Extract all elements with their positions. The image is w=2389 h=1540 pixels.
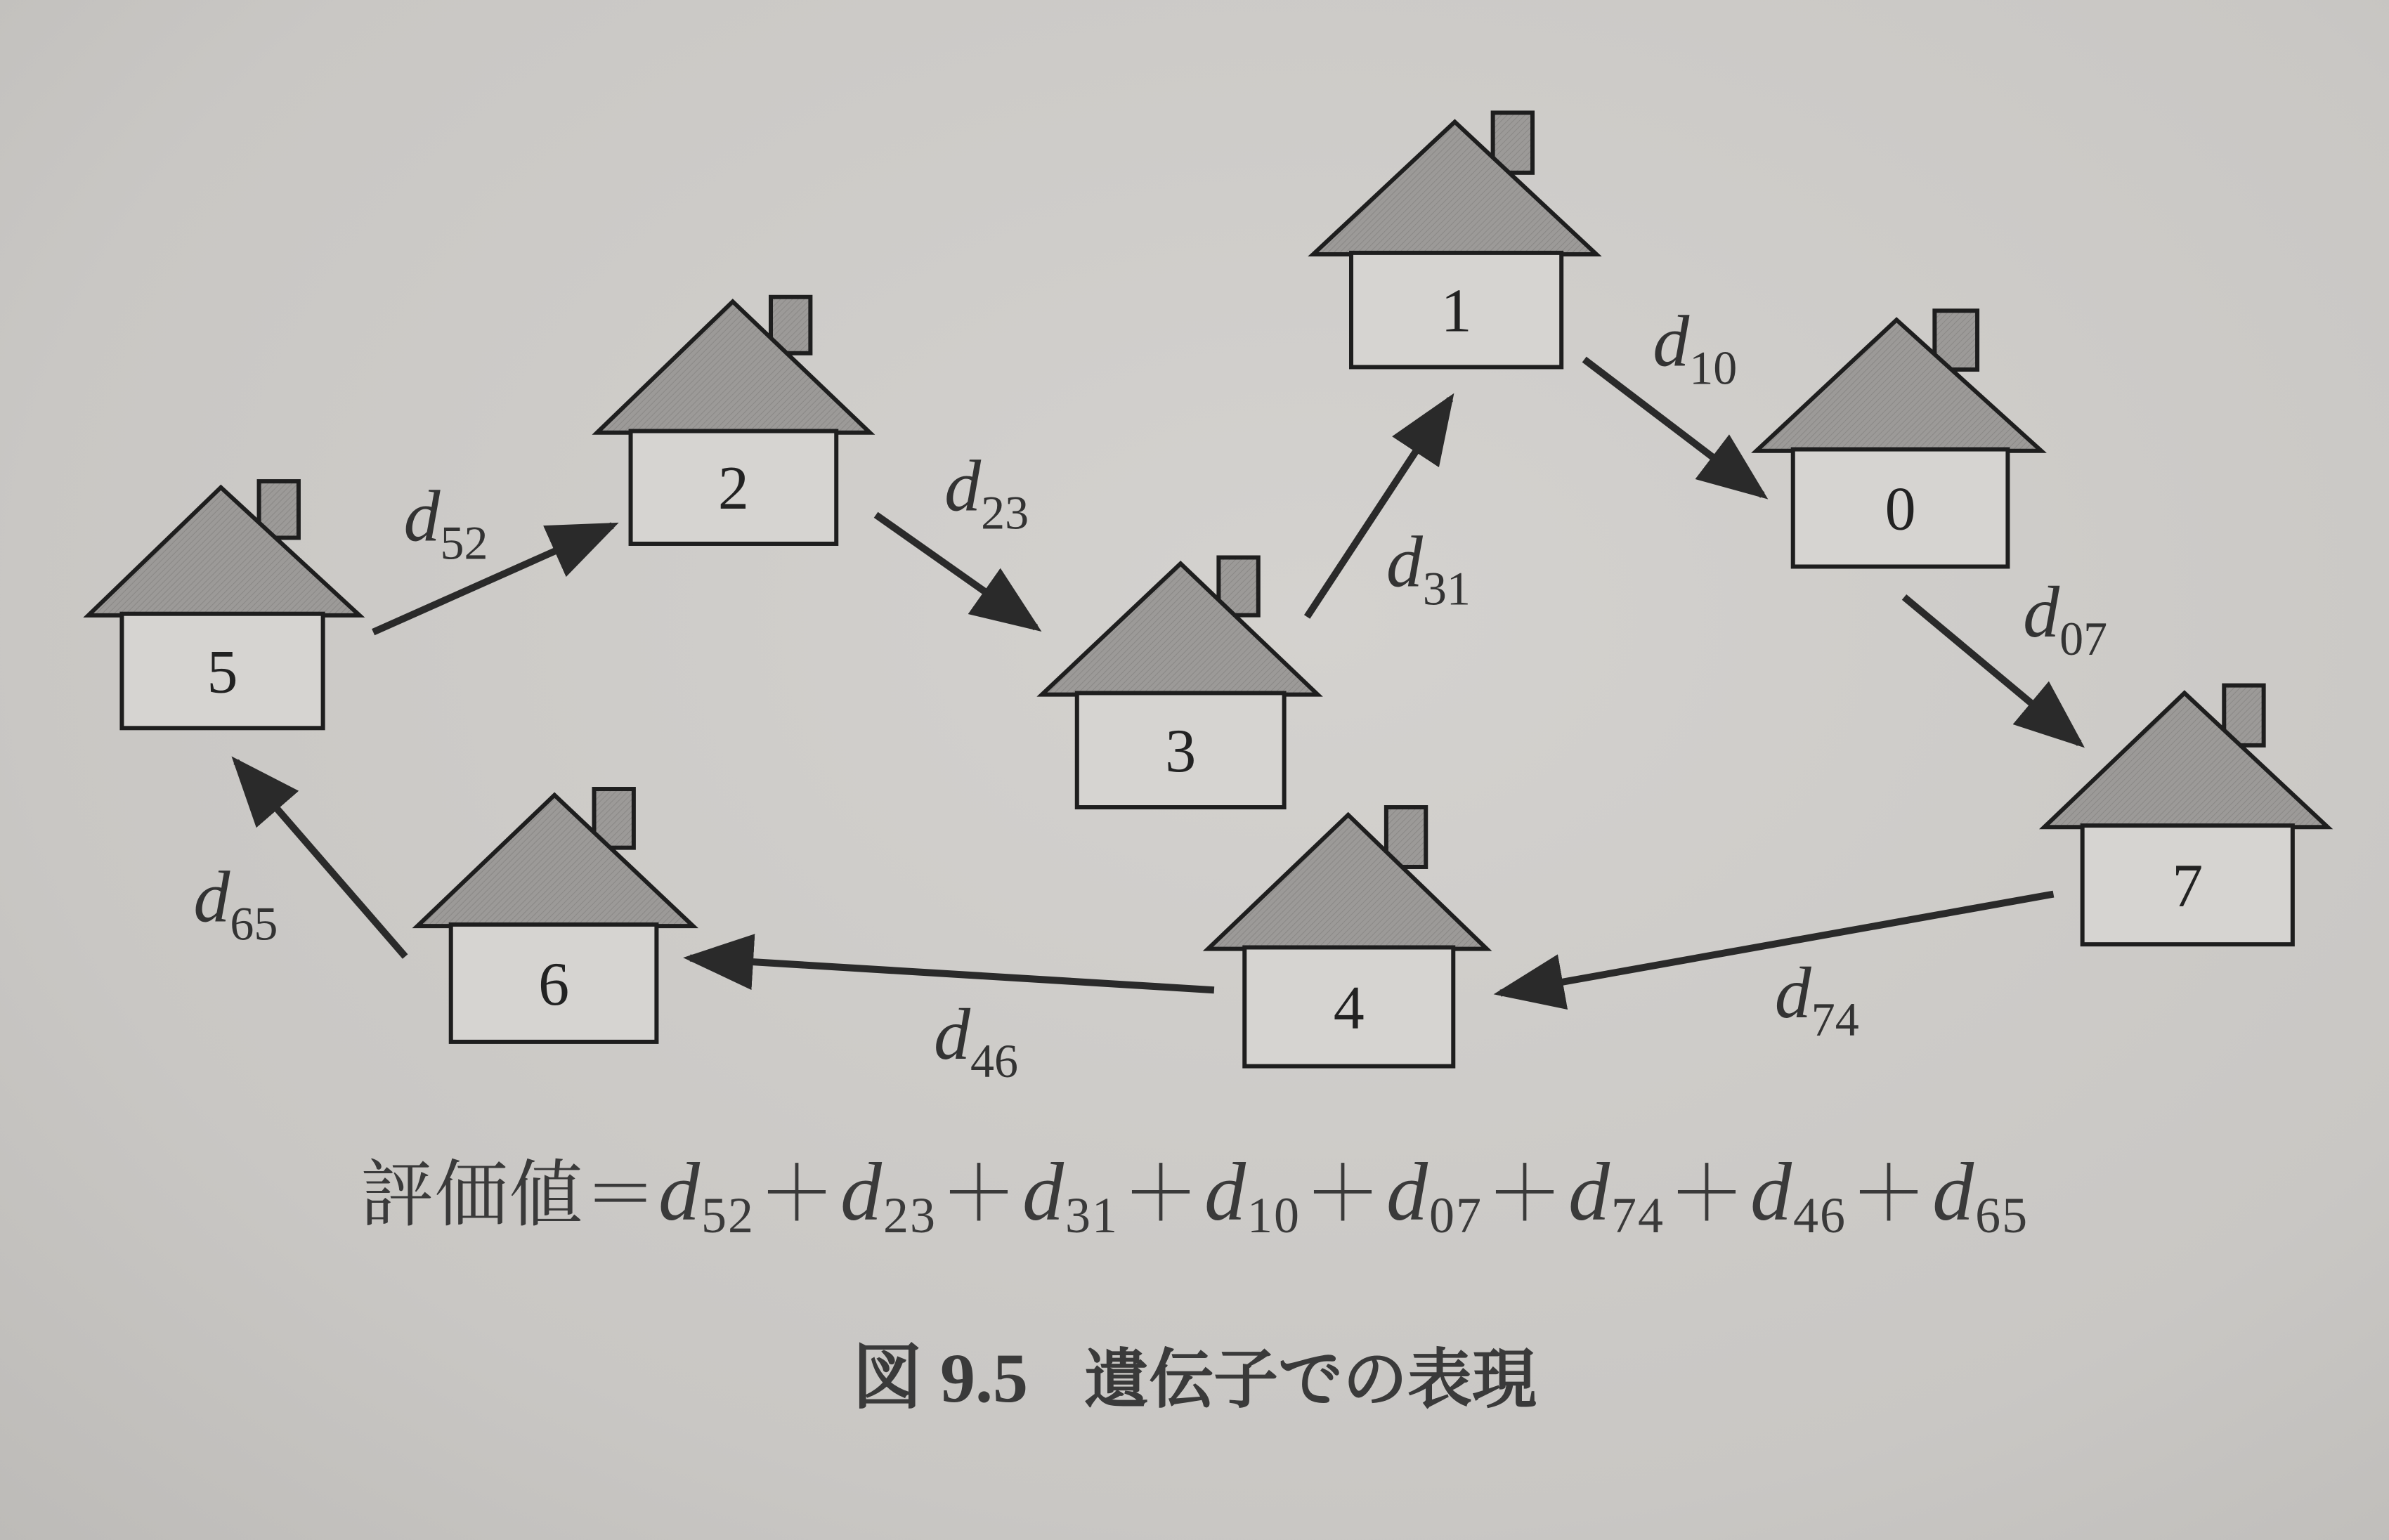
house-label: 0: [1884, 475, 1916, 544]
edge-label-d65: $d_{65}$: [193, 856, 278, 951]
formula-terms: [658, 1146, 2029, 1244]
edge-label-d52: $d_{52}$: [403, 476, 488, 570]
roof-icon: [417, 795, 693, 926]
formula-term-d10: $d_{10}$: [1204, 1146, 1301, 1244]
edge-label-d10: $d_{10}$: [1653, 301, 1738, 395]
house-6: [417, 789, 693, 1042]
formula-term-d46: $d_{46}$: [1750, 1146, 1847, 1244]
figure-title: 遺伝子での表現: [1083, 1342, 1537, 1417]
house-label: 4: [1333, 974, 1365, 1043]
roof-icon: [597, 301, 870, 432]
formula-plus: ＋: [1669, 1150, 1747, 1238]
roof-icon: [1313, 122, 1596, 254]
house-3: [1042, 557, 1317, 807]
house-5: [89, 481, 360, 728]
house-1: [1313, 112, 1596, 367]
house-label: 5: [207, 638, 238, 707]
formula-plus: ＋: [1851, 1150, 1929, 1238]
formula-plus: ＋: [1122, 1150, 1200, 1238]
edge-label-d23: $d_{23}$: [944, 445, 1029, 540]
house-7: [2044, 686, 2327, 945]
house-label: 1: [1440, 277, 1472, 346]
formula-term-d52: $d_{52}$: [658, 1146, 755, 1244]
formula-lhs: 評価値: [360, 1151, 584, 1237]
house-label: 3: [1165, 717, 1197, 786]
house-4: [1208, 807, 1487, 1066]
formula-term-d65: $d_{65}$: [1932, 1146, 2029, 1244]
edge-arrow-4-6: [690, 958, 1214, 991]
formula-term-d07: $d_{07}$: [1386, 1146, 1483, 1244]
house-2: [597, 297, 870, 544]
edge-label-d46: $d_{46}$: [933, 993, 1018, 1088]
roof-icon: [2044, 693, 2327, 827]
roof-icon: [1757, 320, 2041, 450]
formula-plus: ＋: [940, 1150, 1018, 1238]
formula-equals: ＝: [583, 1151, 658, 1237]
evaluation-formula: [0, 1133, 2389, 1245]
house-label: 2: [717, 455, 749, 523]
figure-caption: [0, 1321, 2389, 1422]
roof-icon: [1042, 563, 1317, 694]
edge-label-d07: $d_{07}$: [2023, 572, 2108, 666]
house-0: [1757, 311, 2041, 566]
formula-plus: ＋: [758, 1150, 836, 1238]
edge-label-d31: $d_{31}$: [1386, 521, 1471, 615]
formula-term-d74: $d_{74}$: [1568, 1146, 1665, 1244]
figure-number: 図 9.5: [852, 1339, 1028, 1417]
roof-icon: [89, 488, 360, 615]
houses: [89, 112, 2328, 1066]
house-label: 7: [2172, 851, 2204, 920]
formula-term-d23: $d_{23}$: [840, 1146, 937, 1244]
roof-icon: [1208, 815, 1487, 949]
house-label: 6: [538, 950, 570, 1019]
formula-plus: ＋: [1487, 1150, 1565, 1238]
formula-plus: ＋: [1305, 1150, 1383, 1238]
formula-term-d31: $d_{31}$: [1022, 1146, 1119, 1244]
edge-label-d74: $d_{74}$: [1774, 953, 1859, 1047]
